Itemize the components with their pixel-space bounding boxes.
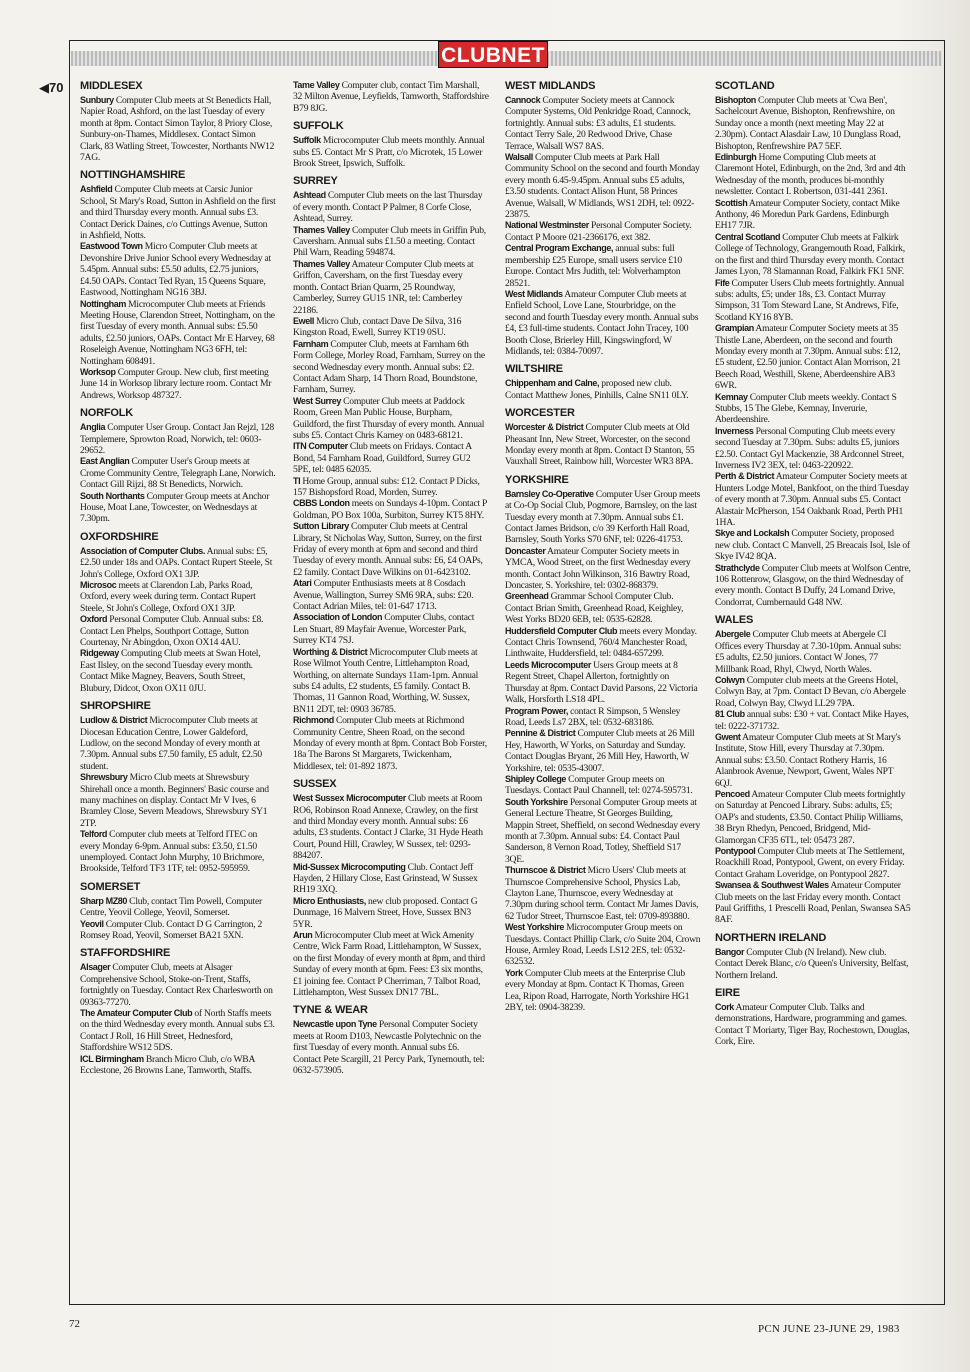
club-entry xyxy=(715,152,911,198)
club-entry xyxy=(715,198,911,232)
club-details: Amateur Computer Society meets in YMCA, Wood Street, on the first Wednesday every month. Contact John Wilkinson, 316 Bawtry Road, Doncaster, S. Yorkshire, tel: 0302-868379. xyxy=(505,545,691,592)
club-details: Computer Club meets at 'Cwa Ben', Sachelcourt Avenue, Bishopton, Renfrewshire, on Sunday once a month (next meeting May 22 at 2.30pm). Contact Alasdair Law, 10 Dunglass Road, Bishopton, Renfrewshire PA7 5EF. xyxy=(715,95,901,152)
club-details: Microcomputer Group meets on Tuesdays. Contact Phillip Clark, c/o Suite 204, Crown House, Armley Road, Leeds LS12 2ES, tel: 0532-632532. xyxy=(505,922,701,968)
club-details: Amateur Computer Club meets at Enfield School, Love Lane, Stourbridge, on the second and fourth Tuesday every month. Annual subs £4, £3 full-time students. Contact John Tracey, 100 Booth Close, Brierley Hill, Kingswingford, W Midlands, tel: 0384-70097. xyxy=(505,288,699,357)
club-name: Newcastle upon Tyne xyxy=(293,1019,377,1030)
club-entry xyxy=(80,546,276,580)
column-2 xyxy=(293,80,489,1302)
club-name: Edinburgh xyxy=(715,152,757,163)
club-details: Computer User's Group meets at Crome Community Centre, Telegraph Lane, Norwich. Contact Gill Rijzi, 88 St Benedicts, Norwich. xyxy=(80,456,276,491)
club-details: meets on Sundays 4-10pm. Contact P Goldman, PO Box 100a, Surbiton, Surrey KT5 8HY. xyxy=(293,498,487,521)
club-details: of North Staffs meets on the third Wednesday every month. Annual subs £3. Contact J Roll, 16 Hill Street, Hednesford, Staffordshire WS12 5DS. xyxy=(80,1008,275,1054)
club-details: Personal Computer Group meets at General Lecture Theatre, St Georges Building, Mappin Street, Sheffield, on second Wednesday every month at 7.30pm. Annual subs: £4. Contact Paul Sanderson, 8 Vernon Road, Totley, Sheffield S17 3QE. xyxy=(505,796,700,865)
club-details: contact R Simpson, 5 Wensley Road, Leeds Ls7 2BX, tel: 0532-683186. xyxy=(505,705,681,728)
region-heading: WALES xyxy=(715,614,754,627)
club-details: Computer Club meets at Carsic Junior School, St Mary's Road, Sutton in Ashfield on the first and third Thursday every month. Annual subs £3. Contact Derick Daines, c/o Cuttings Avenue, Sutton in Ashfield, Notts. xyxy=(80,184,276,242)
region-heading: NOTTINGHAMSHIRE xyxy=(80,169,186,182)
club-entry xyxy=(293,521,489,578)
club-details: Club. Contact Jeff Hayden, 2 Hillary Close, East Grinstead, W Sussex RH19 3XQ. xyxy=(293,861,478,896)
club-entry xyxy=(80,299,276,367)
club-name: West Midlands xyxy=(505,288,563,299)
club-details: Amateur Computer Club meets at Griffon, Caversham, on the first Tuesday every month. Contact Brian Quarm, 25 Roundway, Camberley, Surrey GU15 1NR, tel: Camberley 22186. xyxy=(293,258,474,316)
club-details: Amateur Computer Club. Talks and demonstrations, Hardware, programming and games. Contact T Moriarty, Tiger Bay, Rochestown, Douglas, Cork, Eire. xyxy=(715,1002,910,1048)
club-entry xyxy=(293,930,489,998)
club-name: Yeovil xyxy=(80,918,104,929)
region-heading: MIDDLESEX xyxy=(80,80,143,92)
club-name: Grampian xyxy=(715,323,754,334)
club-name: Association of Computer Clubs. xyxy=(80,545,206,556)
column-3 xyxy=(505,80,701,1302)
club-entry xyxy=(505,95,701,152)
club-details: Computer Club meets at The Settlement, Roackhill Road, Pontypool, Gwent, on every Friday. Contact Graham Loveridge, on Pontypool 2827. xyxy=(715,846,905,880)
club-details: Amateur Computer Society meets at 35 Thistle Lane, Aberdeen, on the second and fourth Monday every month at 7.30pm. Annual subs: £12, £5 student, £2.50 junior. Contact Alan Morrison, 21 Beech Road, Westhill, Skene, Aberdeenshire AB3 6WR. xyxy=(715,323,901,392)
club-name: East Anglian xyxy=(80,456,130,467)
club-name: Inverness xyxy=(715,425,754,436)
club-details: Computer Club meets at Falkirk College of Technology, Grangemouth Road, Falkirk, on the first and third Thursday every month. Contact James Lyon, 78 Slamannan Road, Falkirk FK1 5NF. xyxy=(715,231,905,278)
club-entry xyxy=(505,378,701,401)
club-entry xyxy=(505,968,701,1014)
club-entry xyxy=(505,422,701,468)
publication-date: PCN JUNE 23-JUNE 29, 1983 xyxy=(758,1323,900,1335)
region-heading: OXFORDSHIRE xyxy=(80,530,159,543)
club-entry xyxy=(80,422,276,456)
continued-from-marker: ◀70 xyxy=(39,80,64,95)
club-entry xyxy=(80,184,276,241)
club-name: Thames Valley xyxy=(293,224,350,235)
club-entry xyxy=(80,456,276,490)
club-name: Shipley College xyxy=(505,773,567,784)
club-details: Personal Computing Club meets every second Tuesday at 7.30pm. Subs: adults £5, juniors £2.50. Contact Gyl Mackenzie, 38 Ardconnel Street, Inverness IV2 3EX, tel: 0463-220922. xyxy=(715,425,904,471)
club-entry xyxy=(80,1008,276,1054)
club-entry xyxy=(505,626,701,660)
club-name: Greenhead xyxy=(505,591,549,602)
club-name: Thurnscoe & District xyxy=(505,865,586,876)
club-details: Computer Society, proposed new club. Contact C Manvell, 25 Breacais Isol, Isle of Skye IV42 8QA. xyxy=(715,528,910,563)
club-name: Oxford xyxy=(80,614,108,625)
club-details: Computer Clubs, contact Len Stuart, 89 Mayfair Avenue, Worcester Park, Surrey KT4 7SJ. xyxy=(293,612,475,647)
club-name: Leeds Microcomputer xyxy=(505,659,591,670)
club-name: Skye and Lockalsh xyxy=(715,528,790,539)
club-entry xyxy=(80,919,276,942)
club-entry xyxy=(505,591,701,625)
club-details: Computer Club meets at the Enterprise Club every Monday at 8pm. Contact K Thomas, Green Lea, Ripon Road, Harrogate, North Yorkshire HG1 2BY, tel: 0904-38239. xyxy=(505,967,690,1014)
club-entry xyxy=(293,476,489,499)
club-details: Club meets at Room RO6, Robinson Road Annexe, Crawley, on the first and third Monday every month. Annual subs: £6 adults, £3 students. Contact J Clarke, 31 Hyde Heath Court, Pound Hill, Crawley, W Sussex, tel: 0293-884207. xyxy=(293,793,483,862)
club-details: Computer Club (N Ireland). New club. Contact Derek Blanc, c/o Queen's University, Belfast, Northern Ireland. xyxy=(715,946,909,981)
club-entry xyxy=(293,715,489,772)
club-name: Barnsley Co-Operative xyxy=(505,488,594,499)
club-details: Annual subs: £5, £2.50 under 18s and OAPs. Contact Rupert Steele, St John's College, Oxford OX1 3JP. xyxy=(80,545,273,580)
club-name: Cannock xyxy=(505,95,541,105)
club-entry xyxy=(505,706,701,729)
club-entry xyxy=(293,339,489,396)
region-heading: WEST MIDLANDS xyxy=(505,80,596,92)
region-heading: STAFFORDSHIRE xyxy=(80,947,171,960)
club-name: South Northants xyxy=(80,490,145,501)
club-entry xyxy=(293,259,489,316)
club-details: Computer Group meets on Tuesdays. Contact Paul Channell, tel: 0274-595731. xyxy=(505,773,693,797)
club-entry xyxy=(80,715,276,772)
club-details: Computer Club meets on the last Thursday of every month. Contact P Palmer, 8 Corfe Close, Ashtead, Surrey. xyxy=(293,190,483,225)
club-details: Computer club, contact Tim Marshall, 32 Milton Avenue, Leyfields, Tamworth, Staffordshire B79 8JG. xyxy=(293,80,489,114)
club-entry xyxy=(715,426,911,472)
club-name: Association of London xyxy=(293,612,383,623)
club-name: ITN Computer xyxy=(293,441,348,452)
club-name: South Yorkshire xyxy=(505,796,568,807)
club-name: Bangor xyxy=(715,946,745,957)
club-name: Strathclyde xyxy=(715,562,760,573)
club-entry xyxy=(293,896,489,930)
club-details: Computing Club meets at Swan Hotel, East Ilsley, on the second Tuesday every month. Contact Mike Magney, Beavers, South Street, Blubury, Didcot, Oxon OX11 0JU. xyxy=(80,648,261,694)
club-name: Eastwood Town xyxy=(80,241,143,252)
club-name: West Surrey xyxy=(293,395,341,406)
club-details: Microcomputer Club meets at Diocesan Education Centre, Lower Galdeford, Ludlow, on the second Monday of every month at 7.30pm. Annual subs £7.50 family, £5 adult, £2.50 student. xyxy=(80,715,262,772)
club-details: Personal Computer Society meets at Room D103, Newcastle Polytechnic on the first Tuesday of every month. Annual subs £6. Contact Pete Scargill, 21 Percy Park, Tynemouth, tel: 0632-573905. xyxy=(293,1019,485,1077)
club-details: Computer Group meets at Anchor House, Moat Lane, Towcester, on Wednesdays at 7.30pm. xyxy=(80,490,270,525)
club-name: Farnham xyxy=(293,338,329,349)
club-entry xyxy=(505,152,701,220)
club-entry xyxy=(715,95,911,152)
club-entry xyxy=(715,732,911,789)
club-name: York xyxy=(505,967,523,978)
club-name: Mid-Sussex Microcomputing xyxy=(293,861,406,872)
club-details: Home Computing Club meets at Claremont Hotel, Edinburgh, on the 2nd, 3rd and 4th Wednesday of the month, produces bi-monthly newsletter. Contact I. Robertson, 031-441 2361. xyxy=(715,152,906,198)
club-name: Worthing & District xyxy=(293,646,368,657)
club-details: Microcomputer Club meets at Rose Wilmot Youth Centre, Littlehampton Road, Worthing, on alternate Sundays 11am-1pm. Annual subs £4 adults, £2 students, £5 family. Contact B. Thomas, 11 Gannon Road, Worthing, W. Sussex, BN11 2DT, tel: 0903 36785. xyxy=(293,646,479,715)
club-details: Club meets on Fridays. Contact A Bond, 54 Farnham Road, Guildford, Surrey GU2 5PE, tel: 0485 62035. xyxy=(293,441,472,476)
club-name: Sunbury xyxy=(80,95,114,105)
club-entry xyxy=(715,232,911,278)
club-entry xyxy=(715,471,911,528)
club-entry xyxy=(715,528,911,562)
region-heading: SUSSEX xyxy=(293,778,337,791)
club-entry xyxy=(505,728,701,774)
club-details: Computer Users Club meets fortnightly. Annual subs: adults, £5; under 18s, £3. Contact Murray Simpson, 31 Tom Steward Lane, St Andrews, Fife, Scotland KY16 8YB. xyxy=(715,277,905,323)
club-name: Central Scotland xyxy=(715,231,781,242)
club-entry xyxy=(80,829,276,875)
club-name: Richmond xyxy=(293,715,334,726)
club-entry xyxy=(293,80,489,114)
club-details: Computer Club. Contact D G Carrington, 2 Romsey Road, Yeovil, Somerset BA21 5XN. xyxy=(80,918,263,941)
club-details: Microcomputer Club meet at Wick Amenity Centre, Wick Farm Road, Littlehampton, W Sussex, on the first Monday of every month at 8pm, and third Sunday of every month at 6pm. Fees: £3 six months, £1 joining fee. Contact P Cherriman, 7 Talbot Road, Littlehampton, West Sussex DN17 7BL. xyxy=(293,930,485,999)
club-entry xyxy=(80,367,276,401)
club-entry xyxy=(293,190,489,224)
club-entry xyxy=(715,709,911,732)
club-details: Micro Club meets at Shrewsbury Shirehall once a month. Beginners' Basic course and many machines on display. Contact Mr V Ives, 6 Bramley Close, Severn Meadows, Shrewsbury SY1 2TP. xyxy=(80,772,269,829)
club-entry xyxy=(715,278,911,324)
club-details: Computer Club meets at St Benedicts Hall, Napier Road, Ashford, on the last Tuesday of every month at 8pm. Contact Simon Taylor, 8 Priory Close, Sunbury-on-Thames, Middlesex. Contact Simon Clark, 83 Watling Street, Towcester, Northants NW12 7AG. xyxy=(80,95,275,164)
club-entry xyxy=(715,846,911,880)
club-name: Ashfield xyxy=(80,184,113,195)
club-name: Shrewsbury xyxy=(80,772,128,783)
club-details: Computer club meets at the Greens Hotel, Colwyn Bay, at 7pm. Contact D Bevan, c/o Abergele Road, Colwyn Bay, Clwyd LL29 7PA. xyxy=(715,674,906,709)
region-heading: SCOTLAND xyxy=(715,80,775,92)
club-entry xyxy=(505,774,701,797)
region-heading: EIRE xyxy=(715,987,740,1000)
club-details: new club proposed. Contact G Dunmage, 16 Malvern Street, Hove, Sussex BN3 5YR. xyxy=(293,895,478,930)
club-details: annual subs: full membership £25 Europe, small users service £10 Europe. Contact Mrs Judith, tel: Wolverhampton 28521. xyxy=(505,243,682,289)
region-heading: TYNE & WEAR xyxy=(293,1004,368,1017)
club-details: Computer Club meets in Griffin Pub, Caversham. Annual subs £1.50 a meeting. Contact Phil Warn, Reading 594874. xyxy=(293,224,486,259)
club-details: Amateur Computer Society, contact Mike Anthony, 46 Moredun Park Gardens, Edinburgh EH17 7JR. xyxy=(715,197,900,232)
club-entry xyxy=(505,865,701,922)
club-entry xyxy=(715,1002,911,1048)
club-details: Amateur Computer Club meets at St Mary's Institute, Stow Hill, every Thursday at 7.30pm. Annual subs: £3.50. Contact Rothery Harris, 16 Alanbrook Avenue, Newport, Gwent, Wales NPT 6QJ. xyxy=(715,731,901,789)
club-entry xyxy=(80,1054,276,1077)
club-details: Club, contact Tim Powell, Computer Centre, Yeovil College, Yeovil, Somerset. xyxy=(80,895,262,919)
club-details: Branch Micro Club, c/o WBA Ecclestone, 26 Browns Lane, Tamworth, Staffs. xyxy=(80,1053,255,1077)
club-entry xyxy=(293,793,489,861)
club-name: The Amateur Computer Club xyxy=(80,1008,193,1019)
club-entry xyxy=(505,220,701,243)
club-name: Suffolk xyxy=(293,135,321,146)
club-details: Computer Club meets at Central Library, St Nicholas Way, Sutton, Surrey, on the first Friday of every month at 6pm and second and third Tuesday of every month. Annual subs: £6, £4 OAPs, £2 family. Contact Dave Wilkins on 01-6423102. xyxy=(293,521,483,578)
club-name: Thames Valley xyxy=(293,258,350,269)
region-heading: WORCESTER xyxy=(505,407,575,420)
club-name: Arun xyxy=(293,930,313,941)
club-entry xyxy=(80,241,276,298)
club-details: Amateur Computer Club meets on the last Friday every month. Contact Paul Griffiths, 1 Prescelli Road, Penlan, Swansea SA5 8AF. xyxy=(715,880,911,926)
club-entry xyxy=(293,647,489,715)
club-entry xyxy=(293,498,489,521)
club-entry xyxy=(80,614,276,648)
club-details: Micro Users' Club meets at Thurnscoe Comprehensive School, Physics Lab, Clayton Lane, Thurnscoe, every Wednesday at 7.30pm during school term. Contact Mr James Davis, 62 Tudor Street, Thurnscoe East, tel: 0709-893880. xyxy=(505,865,699,922)
club-details: Computer Society meets at Cannock Computer Systems, Old Penkridge Road, Cannock, fortnightly. Annual subs: £3 adults, £1 students. Contact Terry Sale, 20 Redwood Drive, Chase Terrace, Walsall WS7 8AS. xyxy=(505,95,691,152)
club-details: Users Group meets at 8 Regent Street, Chapel Allerton, fortnightly on Thursday at 8pm. Contact David Parsons, 22 Victoria Walk, Horsforth LS18 4PL. xyxy=(505,659,698,706)
club-entry xyxy=(80,491,276,525)
club-entry xyxy=(505,922,701,968)
club-entry xyxy=(293,135,489,169)
club-name: Pencoed xyxy=(715,788,750,799)
club-details: Computer Club meets weekly. Contact S Stubbs, 15 The Glebe, Kemnay, Inverurie, Aberdeenshire. xyxy=(715,391,897,426)
club-name: Anglia xyxy=(80,422,106,433)
club-details: Computer Club, meets at Farnham 6th Form College, Morley Road, Farnham, Surrey on the second Wednesday every month. Annual subs: £2. Contact Adam Sharp, 14 Thorn Road, Boundstone, Farnham, Surrey. xyxy=(293,338,485,396)
club-name: CBBS London xyxy=(293,498,350,509)
club-details: Computer club meets at Telford ITEC on every Monday 6-9pm. Annual subs: £3.50, £1.50 unemployed. Contact John Murphy, 10 Brichmore, Brookside, Telford TF3 1TF, tel: 0952-595959. xyxy=(80,829,264,875)
club-name: Ridgeway xyxy=(80,648,119,659)
club-details: Personal Computer Society. Contact P Moore 021-2366176, ext 382. xyxy=(505,220,692,243)
region-heading: SOMERSET xyxy=(80,880,141,893)
club-entry xyxy=(505,797,701,865)
club-name: Swansea & Southwest Wales xyxy=(715,880,829,891)
column-4 xyxy=(715,80,911,1302)
club-name: Walsall xyxy=(505,152,533,163)
club-entry xyxy=(715,675,911,709)
club-name: Ashtead xyxy=(293,190,326,201)
club-name: Telford xyxy=(80,829,108,840)
club-name: Sutton Library xyxy=(293,521,349,532)
club-name: Doncaster xyxy=(505,545,546,556)
club-details: Micro Club, contact Dave De Silva, 316 Kingston Road, Ewell, Surrey KT19 0SU. xyxy=(293,315,462,339)
club-name: Cork xyxy=(715,1002,734,1013)
club-entry xyxy=(293,396,489,442)
club-name: Program Power, xyxy=(505,705,568,716)
club-entry xyxy=(505,546,701,592)
region-heading: NORTHERN IRELAND xyxy=(715,931,827,944)
club-name: National Westminster xyxy=(505,220,589,231)
club-name: Tame Valley xyxy=(293,80,340,90)
club-entry xyxy=(80,962,276,1008)
club-details: meets every Monday. Contact Chris Townsend, 760/4 Manchester Road, Linthwaite, Huddersfield, tel: 0484-657299. xyxy=(505,625,697,660)
club-entry xyxy=(715,563,911,609)
club-name: Abergele xyxy=(715,629,751,640)
club-name: Fife xyxy=(715,277,730,288)
club-details: Computer User Group. Contact Jan Rejzl, 128 Templemere, Sprowton Road, Norwich, tel: 0603-29652. xyxy=(80,422,274,456)
club-name: Worksop xyxy=(80,366,116,377)
club-details: proposed new club. Contact Matthew Jones, Pinhills, Calne SN11 0LY. xyxy=(505,378,689,401)
region-heading: WILTSHIRE xyxy=(505,363,563,376)
club-details: Grammar School Computer Club. Contact Brian Smith, Greenhead Road, Keighley, West Yorks BD20 6EB, tel: 0535-62828. xyxy=(505,591,684,626)
club-name: Worcester & District xyxy=(505,422,584,433)
club-entry xyxy=(293,225,489,259)
club-name: Sharp MZ80 xyxy=(80,895,128,906)
club-name: Alsager xyxy=(80,962,111,973)
club-details: Computer Club meets at Richmond Community Centre, Sheen Road, on the second Monday of every month at 8pm. Contact Bob Forster, 18a The Barons St Margarets, Twickenham, Middlesex, tel: 01-892 1873. xyxy=(293,715,487,772)
club-details: Microcomputer Club meets at Friends Meeting House, Clarendon Street, Nottingham, on the first Tuesday of every month. Annual subs: £5.50 adults, £2.50 juniors, OAPs. Contact Mr E Harvey, 68 Roseleigh Avenue, Nottingham NG3 6FH, tel: Nottingham 608491. xyxy=(80,298,275,367)
club-details: Computer Club meets at Old Pheasant Inn, New Street, Worcester, on the second Monday every month at 8pm. Contact D Stanton, 55 Vauxhall Street, Rainbow hill, Worcester WR3 8PA. xyxy=(505,422,695,468)
club-entry xyxy=(293,441,489,475)
club-name: Scottish xyxy=(715,197,748,208)
club-details: meets at Clarendon Lab, Parks Road, Oxford, every week during term. Contact Rupert Steele, St John's College, Oxford OX1 3JP. xyxy=(80,580,256,614)
club-name: Pontypool xyxy=(715,846,756,856)
page-number: 72 xyxy=(69,1318,80,1330)
club-name: Atari xyxy=(293,578,312,589)
club-entry xyxy=(715,392,911,426)
club-entry xyxy=(293,862,489,896)
club-name: Nottingham xyxy=(80,298,126,309)
region-heading: NORFOLK xyxy=(80,407,133,420)
club-name: Colwyn xyxy=(715,674,745,685)
club-name: ICL Birmingham xyxy=(80,1053,144,1064)
club-details: Amateur Computer Society meets at Hunters Lodge Motel, Bankfoot, on the third Tuesday of every month at 7.30pm. Annual subs £5. Contact Alastair McPherson, 154 Oakbank Road, Perth PH1 1HA. xyxy=(715,471,909,529)
club-name: Chippenham and Calne, xyxy=(505,378,600,389)
club-entry xyxy=(80,896,276,919)
club-entry xyxy=(715,947,911,981)
club-details: Personal Computer Club. Annual subs: £8. Contact Len Phelps, Southport Cottage, Sutton Courtenay, Nr Abingdon, Oxon OX14 4AU. xyxy=(80,614,264,649)
club-details: Computer Club, meets at Alsager Comprehensive School, Stoke-on-Trent, Staffs, fortnightly on Tuesday. Contact Rex Charlesworth on 09363-77270. xyxy=(80,962,273,1008)
club-name: TI xyxy=(293,475,301,486)
club-entry xyxy=(80,95,276,163)
club-entry xyxy=(505,243,701,289)
club-name: Kemnay xyxy=(715,391,748,402)
club-details: Computer Club meets at Wolfson Centre, 106 Rottenrow, Glasgow, on the third Wednesday of every month. Contact B Duffy, 24 Lomand Drive, Condorrat, Cumbernauld G48 NW. xyxy=(715,562,911,608)
club-name: West Sussex Microcomputer xyxy=(293,793,406,804)
club-name: Gwent xyxy=(715,731,741,742)
club-entry xyxy=(80,580,276,614)
region-heading: SHROPSHIRE xyxy=(80,700,151,713)
club-details: Computer Group. New club, first meeting June 14 in Worksop library lecture room. Contact Mr Andrews, Worksop 487327. xyxy=(80,366,272,401)
region-heading: YORKSHIRE xyxy=(505,473,569,486)
club-name: West Yorkshire xyxy=(505,922,564,933)
club-entry xyxy=(505,489,701,546)
club-entry xyxy=(293,578,489,612)
club-name: Pennine & District xyxy=(505,728,576,739)
club-name: Ludlow & District xyxy=(80,715,148,726)
club-name: Perth & District xyxy=(715,471,775,482)
club-entry xyxy=(715,880,911,926)
region-heading: SURREY xyxy=(293,175,338,188)
club-details: Computer Club meets at Park Hall Community School on the second and fourth Monday every month 6.45-9.45pm. Annual subs £5 adults, £3.50 students. Contact Alison Hunt, 58 Princes Avenue, Walsall, W Midlands, WS1 2DH, tel: 0922-23875. xyxy=(505,152,700,221)
club-entry xyxy=(293,316,489,339)
club-name: Bishopton xyxy=(715,95,756,105)
club-details: Home Group, annual subs: £12. Contact P Dicks, 157 Bishopsford Road, Morden, Surrey. xyxy=(293,475,480,498)
club-name: Huddersfield Computer Club xyxy=(505,625,618,636)
club-name: Micro Enthusiasts, xyxy=(293,895,366,906)
club-entry xyxy=(293,1019,489,1076)
club-entry xyxy=(80,648,276,694)
club-name: Central Program Exchange, xyxy=(505,243,614,254)
club-name: Ewell xyxy=(293,315,315,326)
club-details: Computer Enthusiasts meets at 8 Cosdach Avenue, Wallington, Surrey SM6 9RA, subs: £20. Contact Adrian Miles, tel: 01-647 1713. xyxy=(293,578,474,613)
club-details: Amateur Computer Club meets fortnightly on Saturday at Pencoed Library. Subs: adults, £5; OAP's and students, £3.50. Contact Philip Williams, 38 Bryn Rhedyn, Pencoed, Bridgend, Mid-Glamorgan CF35 6TL, tel: 05473 287. xyxy=(715,788,906,846)
club-entry xyxy=(505,660,701,706)
club-details: annual subs: £30 + vat. Contact Mike Hayes, tel: 0222-371732. xyxy=(715,709,909,732)
club-details: Computer Club meets at 26 Mill Hey, Haworth, W Yorks, on Saturday and Sunday. Contact Douglas Bryant, 26 Mill Hey, Haworth, W Yorkshire, tel: 0535-43007. xyxy=(505,728,695,774)
club-entry xyxy=(715,789,911,846)
club-details: Computer Club meets at Paddock Room, Green Man Public House, Burpham, Guildford, the first Thursday of every month. Annual subs £5. Contact Chris Karney on 0483-68121. xyxy=(293,395,485,441)
club-entry xyxy=(80,772,276,829)
club-entry xyxy=(715,629,911,675)
club-name: Microsoc xyxy=(80,580,117,591)
club-entry xyxy=(293,612,489,646)
region-heading: SUFFOLK xyxy=(293,120,344,133)
club-entry xyxy=(715,323,911,391)
club-details: Computer User Group meets at Co-Op Social Club, Pogmore, Barnsley, on the last Tuesday every month at 7.30pm. Annual subs £1. Contact James Bridson, c/o 39 Kerforth Hall Road, Barnsley, South Yorks S70 6NF, tel: 0226-41753. xyxy=(505,488,701,546)
club-details: Microcomputer Club meets monthly. Annual subs £5. Contact Mr S Pratt, c/o Microtek, 15 Lower Brook Street, Ipswich, Suffolk. xyxy=(293,135,485,170)
club-details: Micro Computer Club meets at Devonshire Drive Junior School every Wednesday at 5.45pm. Annual subs: £5.50 adults, £2.75 juniors, £4.50 OAPs. Contact Ted Ryan, 15 Queens Square, Eastwood, Nottingham NG16 3BJ. xyxy=(80,241,271,299)
section-banner: CLUBNET xyxy=(438,41,548,68)
column-1 xyxy=(80,80,276,1302)
club-entry xyxy=(505,289,701,357)
club-details: Computer Club meets at Abergele CI Offices every Thursday at 7.30-10pm. Annual subs: £5 adults, £2.50 juniors. Contact W Jones, 77 Millbank Road, Rhyl, Clwyd, North Wales. xyxy=(715,629,902,675)
club-name: 81 Club xyxy=(715,709,745,720)
